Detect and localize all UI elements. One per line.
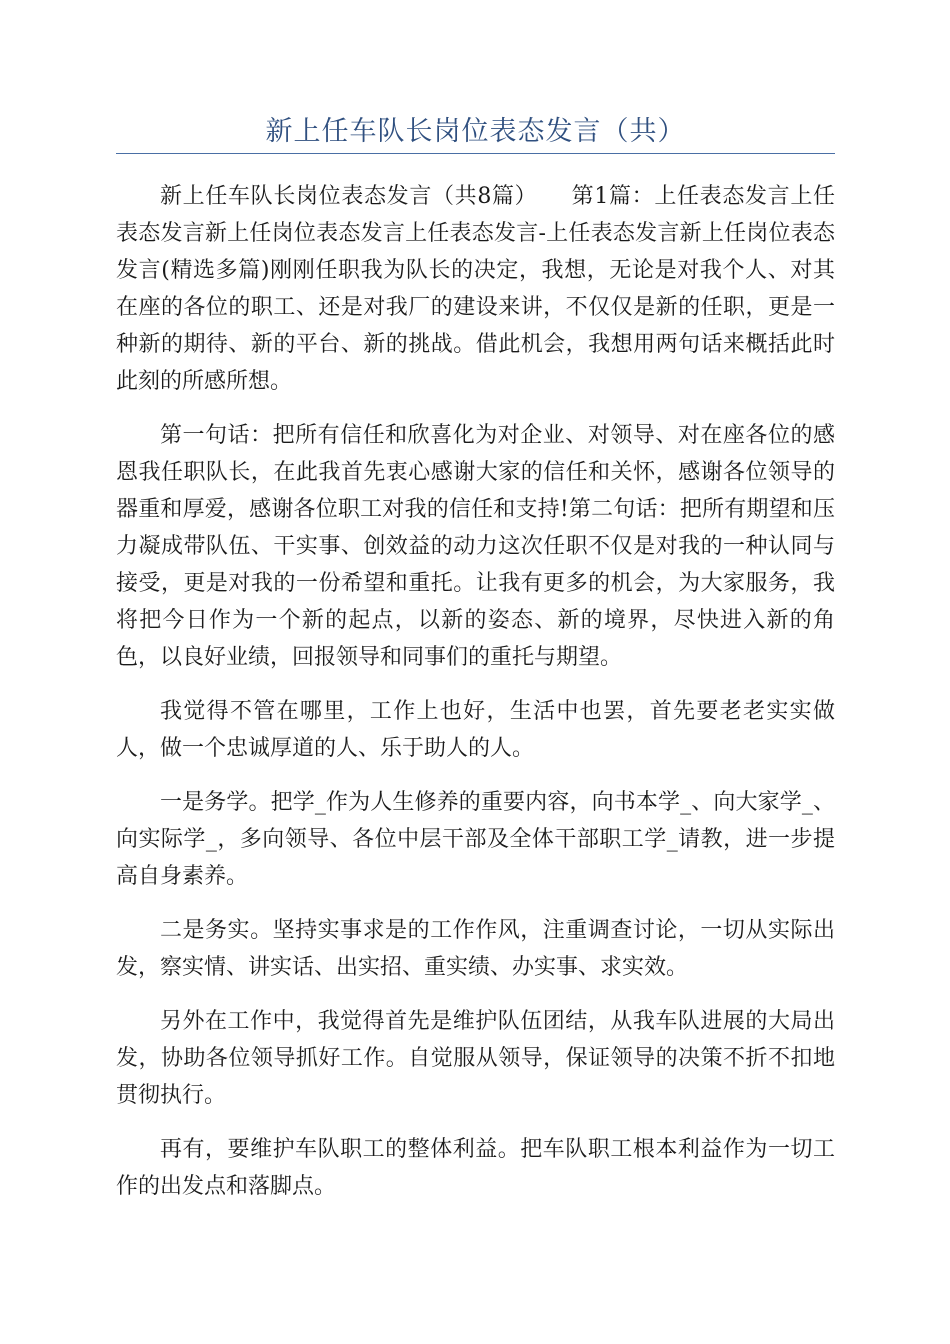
- paragraph-7: 再有，要维护车队职工的整体利益。把车队职工根本利益作为一切工作的出发点和落脚点。: [116, 1137, 835, 1199]
- paragraph-4: 一是务学。把学_作为人生修养的重要内容，向书本学_、向大家学_、向实际学_，多向领导、各位中层干部及全体干部职工学_请教，进一步提高自身素养。: [116, 790, 835, 889]
- paragraph-2: 第一句话：把所有信任和欣喜化为对企业、对领导、对在座各位的感恩我任职队长，在此我首先衷心感谢大家的信任和关怀，感谢各位领导的器重和厚爱，感谢各位职工对我的信任和支持!第二句话：把所有期望和压力凝成带队伍、干实事、创效益的动力这次任职不仅是对我的一种认同与接受，更是对我的一份希望和重托。让我有更多的机会，为大家服务，我将把今日作为一个新的起点，以新的姿态、新的境界，尽快进入新的角色，以良好业绩，回报领导和同事们的重托与期望。: [116, 423, 835, 670]
- paragraph-5: 二是务实。坚持实事求是的工作作风，注重调查讨论，一切从实际出发，察实情、讲实话、出实招、重实绩、办实事、求实效。: [116, 918, 835, 980]
- paragraph-6: 另外在工作中，我觉得首先是维护队伍团结，从我车队进展的大局出发，协助各位领导抓好工作。自觉服从领导，保证领导的决策不折不扣地贯彻执行。: [116, 1009, 835, 1108]
- page-title: 新上任车队长岗位表态发言（共）: [265, 116, 686, 147]
- title-block: [116, 112, 835, 156]
- paragraph-1: 新上任车队长岗位表态发言（共8篇） 第1篇：上任表态发言上任表态发言新上任岗位表态发言上任表态发言-上任表态发言新上任岗位表态发言(精选多篇)刚刚任职我为队长的决定，我想，无论是对我个人、对其在座的各位的职工、还是对我厂的建设来讲，不仅仅是新的任职，更是一种新的期待、新的平台、新的挑战。借此机会，我想用两句话来概括此时此刻的所感所想。: [116, 184, 835, 394]
- paragraph-3: 我觉得不管在哪里，工作上也好，生活中也罢，首先要老老实实做人，做一个忠诚厚道的人、乐于助人的人。: [116, 699, 835, 761]
- document-body: [116, 178, 835, 1222]
- title-underline: [116, 153, 835, 154]
